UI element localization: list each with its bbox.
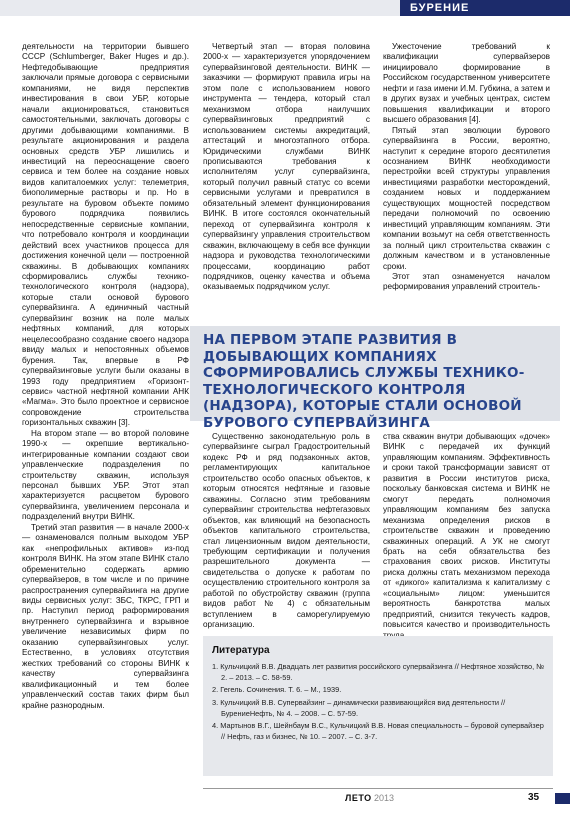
paragraph: Пятый этап эволюции бурового супервайзинга в России, вероятно, наступит к середине второго десятилетия осознанием ВИНК необходимости перестройки всей структуры управления инвестициями разработки месторождений, созданием новых и поддержанием существующих мощностей посредством передачи полномочий по освоению инвестиций управляющим компаниям. Эти компании возьмут на себя ответственность за полный цикл строительства скважин с должным качеством и в установленные сроки.: [383, 125, 550, 271]
column-2: [203, 42, 370, 293]
references-list: [212, 661, 547, 743]
column-3: [383, 42, 550, 293]
paragraph: На втором этапе — во второй половине 1990-х — окрепшие вертикально-интегрированные компании создают свои управленческие подразделения по строительству скважин, используя персонал бывших УБР. Этот этап характеризуется расцветом бурового супервайзинга, увеличением персонала и подразделений внутри ВИНК.: [22, 428, 189, 522]
section-title: БУРЕНИЕ: [400, 0, 570, 16]
reference-item: 2. Гегель. Сочинения. Т. 6. – М., 1939.: [212, 685, 342, 695]
footer-divider: [203, 788, 553, 789]
paragraph: Четвертый этап — вторая половина 2000-х — характеризуется упорядочением супервайзинговой деятельности. ВИНК — заказчики — формируют правила игры на этом поле с использованием нового инструмента — тендера, который стал механизмом отбора наилучших супервайзинговых предприятий с использованием системы аккредитаций, аттестаций и многоэтапного отбора. Юридическими службами ВИНК прописываются требования к исполнителям услуг супервайзинга, который получил равный статус со всеми сервисными услугами и превратился в обязательный элемент функционирования ВИНК. В итоге состоялся окончательный переход от супервайзинга контроля к супервайзингу управления строительством скважин, включающему в себя все функции надзора и руководства технологическими процессами, координацию работ подрядчиков, оценку качества и объема оказываемых подрядчиком услуг.: [203, 42, 370, 292]
reference-item: 4. Мартынов В.Г., Шейнбаум В.С., Кульчицкий В.В. Новая специальность – буровой супервайзер // Нефть, газ и бизнес, № 10. – 2007. – С. 3-7.: [212, 721, 544, 742]
references-title: Литература: [212, 645, 270, 656]
page-number: 35: [528, 792, 540, 803]
issue-label: ЛЕТО: [345, 793, 372, 803]
paragraph: деятельности на территории бывшего СССР (Schlumberger, Baker Huges и др.). Нефтедобывающие предприятия заключали прямые договора с сервисными компаниями, не видя перспектив инвестирования в свои УБР, которые начали акционироваться, становиться самостоятельными, заключать договоры с другими добывающими компаниями. В результате акционирования и раздела основных средств УБР лишились и инвестиций на переоснащение своего сервиса и тем более на создание новых видов капиталоемких услуг: телеметрия, биополимерные растворы и пр. Но в результате на буровом объекте помимо бурового подрядчика появились непосредственные сервисные компании, что потребовало контроля и координации действий всех участников процесса для достижения конечной цели — построенной скважины. В добывающих компаниях сформировались службы технико-технологического контроля (надзора), которые стали основой бурового супервайзинга. А единичный частный супервайзинг возник на поле малых нефтяных компаний, для которых нецелесообразно создание своего надзора ввиду малых и непостоянных объемов бурения. Так, впервые в РФ супервайзинговые услуги были оказаны в 1993 году предприятием «Горизонт-сервис» частной нефтяной компании АНК «Магма». Это было проектное и сервисное сопровождение строительства горизонтальных скважин [3].: [22, 42, 189, 428]
reference-item: 1. Кульчицкий В.В. Двадцать лет развития российского супервайзинга // Нефтяное хозяйство, № 2. – 2013. – С. 58-59.: [212, 662, 545, 683]
header-stripe: [0, 0, 400, 16]
paragraph: Существенно законодательную роль в супервайзинге сыграл Градостроительный кодекс РФ и ряд подзаконных актов, регламентирующих капитальное строительство особо опасных объектов, к которым относятся нефтяные и газовые скважины. Согласно этим требованиям супервайзинг строительства нефтегазовых объектов, как влияющий на безопасность объектов капитального строительства, стал лицензионным видом деятельности, требующим сертификации и получения разрешительного документа — свидетельства о допуске к работам по осуществлению строительного контроля за работой по обустройству скважин (группа видов работ № 4) с обязательным вступлением в саморегулируемую организацию.: [203, 432, 370, 630]
pull-quote: НА ПЕРВОМ ЭТАПЕ РАЗВИТИЯ В ДОБЫВАЮЩИХ КОМПАНИЯХ СФОРМИРОВАЛИСЬ СЛУЖБЫ ТЕХНИКО-ТЕХНОЛОГИЧЕСКОГО КОНТРОЛЯ (НАДЗОРА), КОТОРЫЕ СТАЛИ ОСНОВОЙ БУРОВОГО СУПЕРВАЙЗИНГА: [203, 332, 525, 431]
reference-item: 3. Кульчицкий В.В. Супервайзинг – динамически развивающийся вид деятельности // БурениеНефть, № 4. – 2008. – С. 57-59.: [212, 697, 506, 718]
page-marker: [555, 793, 570, 804]
paragraph: Этот этап ознаменуется началом реформирования управлений строитель-: [383, 271, 550, 292]
paragraph: Ужесточение требований к квалификации супервайзеров инициировало формирование в Российском государственном университете нефти и газа имени И.М. Губкина, а затем и в других вузах и учебных центрах, систем повышения квалификации и второго высшего образования [4].: [383, 42, 550, 125]
issue-year: 2013: [374, 793, 395, 803]
column-5: [383, 432, 550, 641]
header-bar: [0, 0, 570, 18]
paragraph: ства скважин внутри добывающих «дочек» ВИНК с передачей их функций управляющим компаниям. Эффективность и сроки такой трансформации зависят от развития в России институтов риска, поскольку банковская система и ВИНК не смогут передать полномочия управляющим компаниям без запуска механизма определения рисков в строительстве скважин и проведению скважинных операций. А УК не смогут брать на себя обязательства без страхования своих рисков. Институты риска должны стать механизмом перехода от «дикого» капитализма к капитализму с «социальным» лицом: уменьшится вероятность банкротства малых предприятий, снизится текучесть кадров, повысится качество и производительность: [383, 432, 550, 630]
column-1: [22, 42, 189, 711]
paragraph: Третий этап развития — в начале 2000-х — ознаменовался полным выходом УБР как «непрофильных активов» из-под контроля ВИНК. На этом этапе ВИНК стало обременительно содержать армию супервайзеров, в том числе и по причине распространения супервайзинга на другие виды сервисных услуг: ЗБС, ТКРС, ГРП и пр. Наступил период раформирования внутреннего супервайзинга и взрывное увеличение независимых фирм по оказанию супервайзинговых услуг. Естественно, в условиях отсутствия жестких требований со стороны ВИНК к качеству супервайзинга квалификационный и тем более управленческий состав таких фирм был крайне разнородным.: [22, 522, 189, 710]
column-4: [203, 432, 370, 631]
